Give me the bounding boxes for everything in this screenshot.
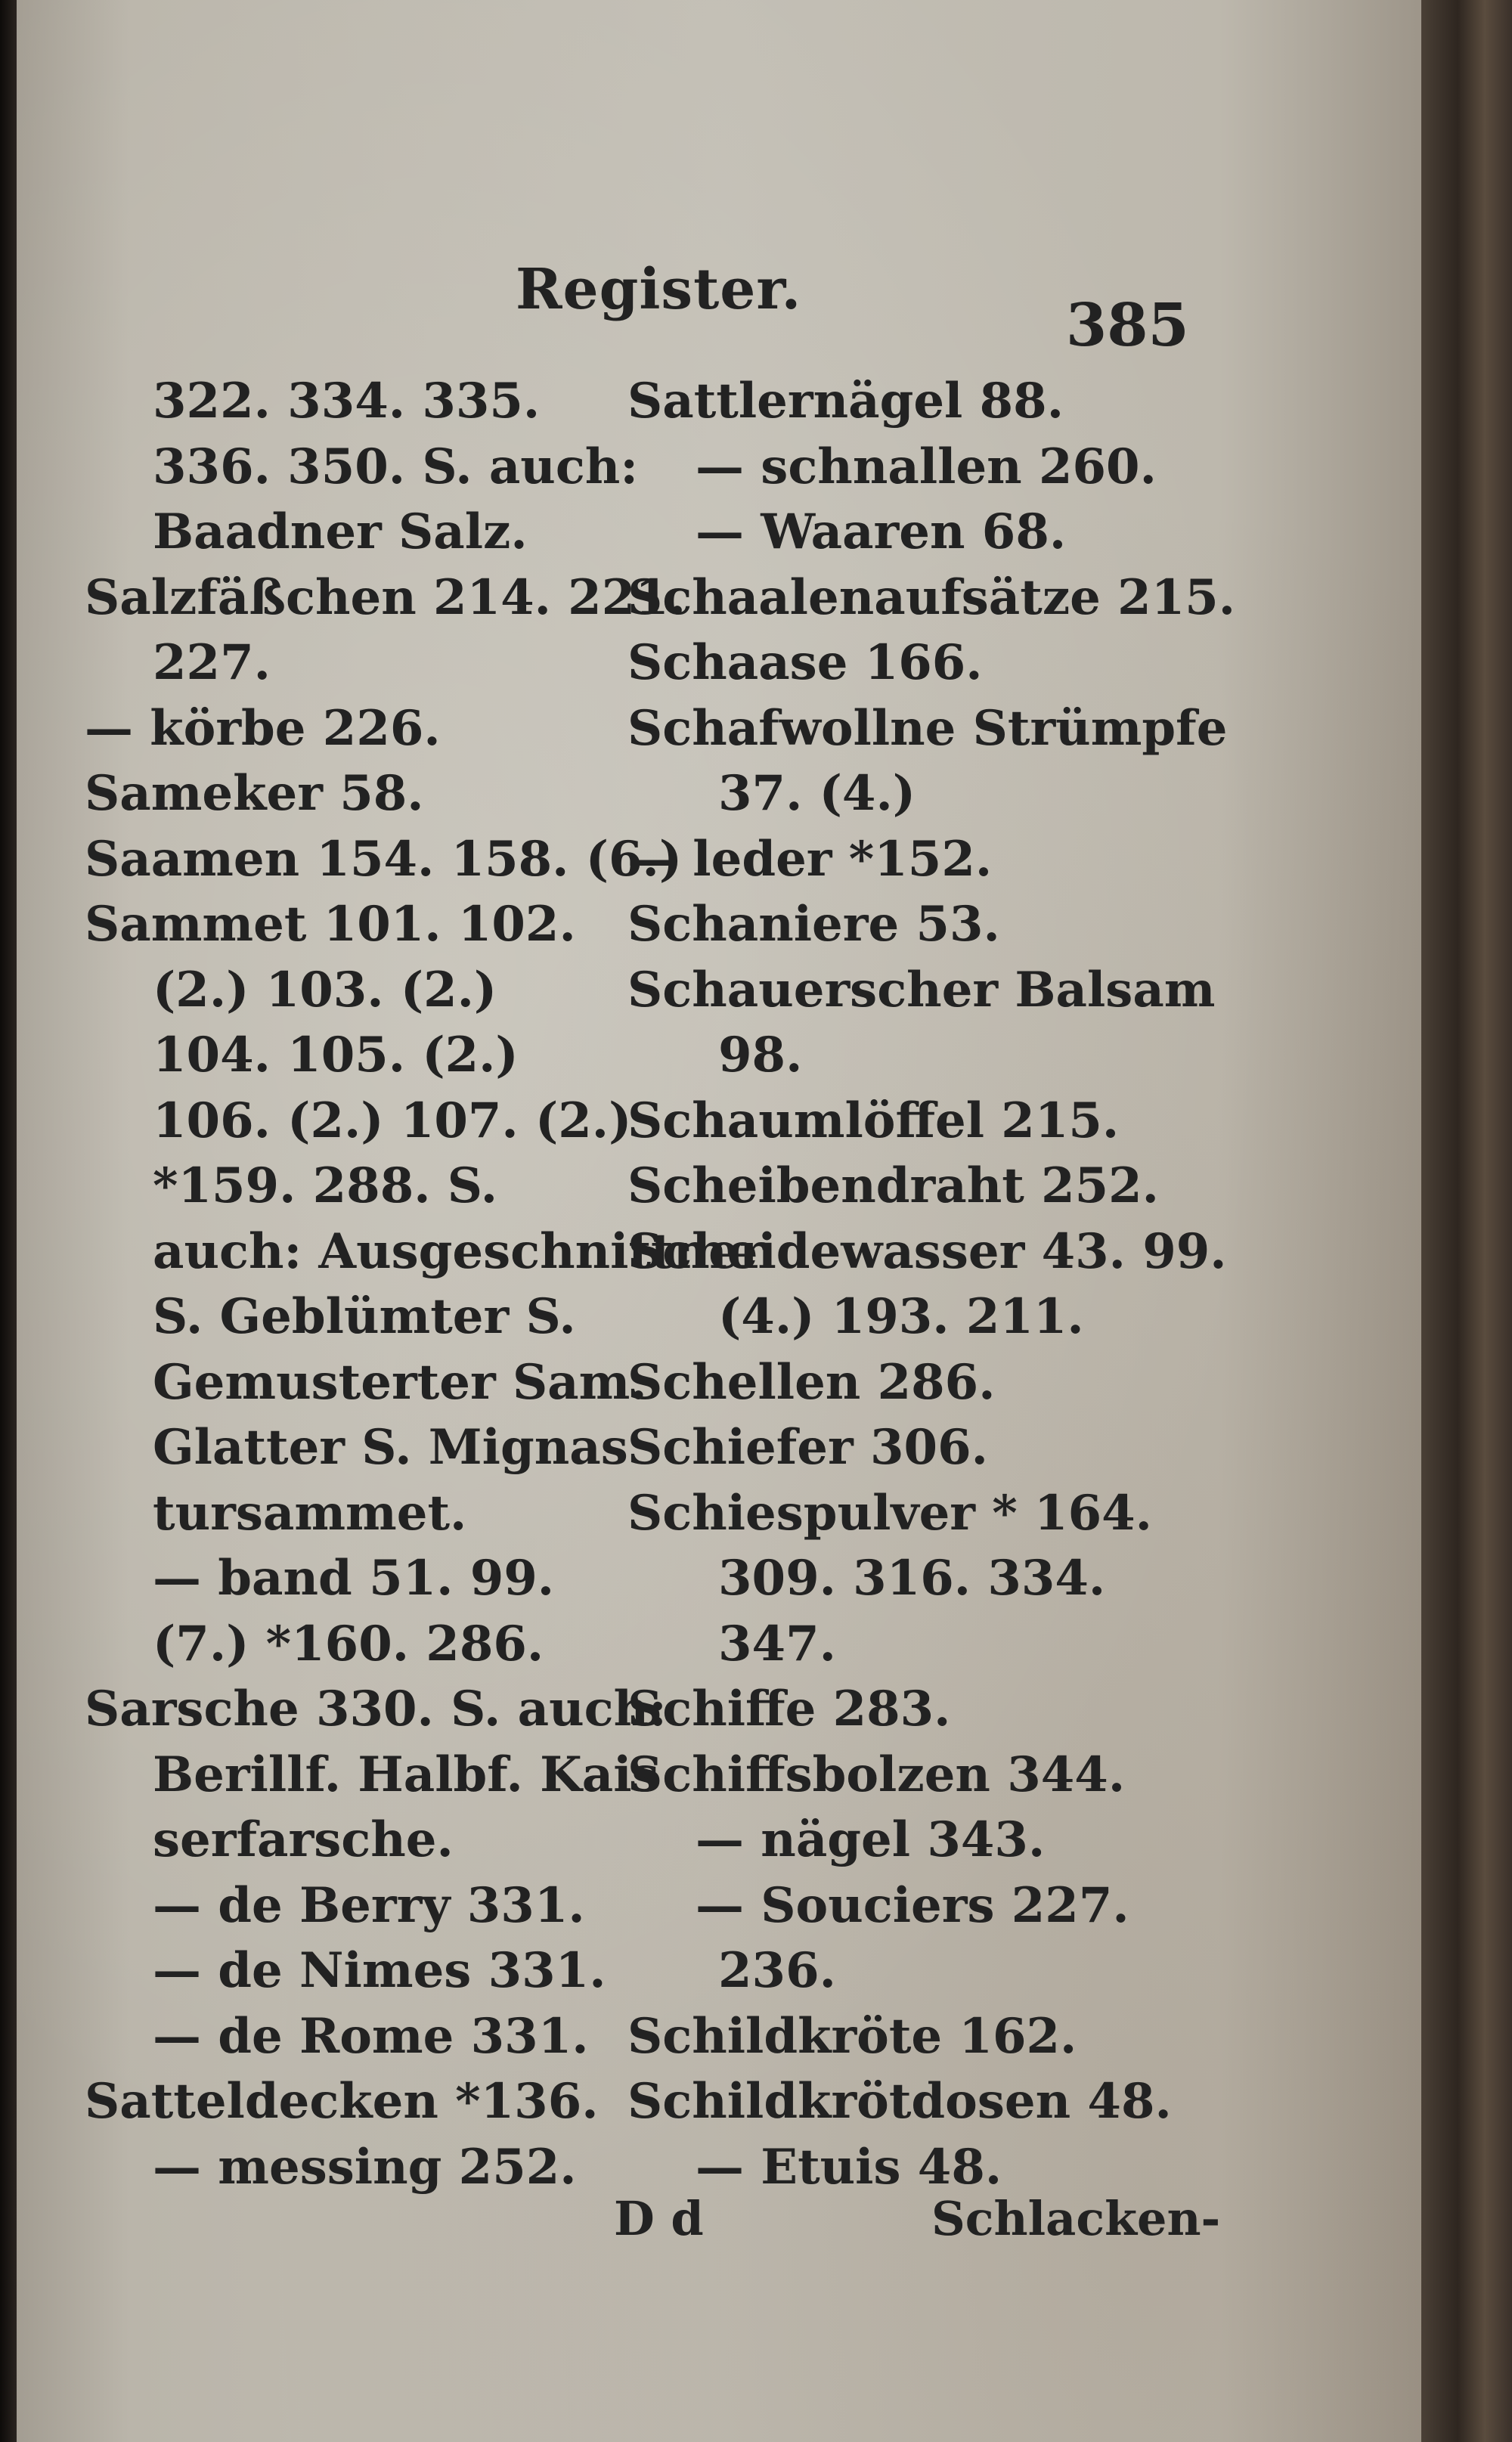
index-entry: *159. 288. S. — [153, 1157, 497, 1214]
index-entry: — band 51. 99. — [153, 1550, 555, 1607]
index-entry: (2.) 103. (2.) — [153, 961, 497, 1018]
index-entry: — körbe 226. — [85, 699, 441, 757]
index-entry: Baadner Salz. — [153, 504, 528, 560]
running-head: Register. — [516, 257, 802, 322]
index-entry: Scheidewasser 43. 99. — [627, 1223, 1227, 1280]
index-entry: 322. 334. 335. — [153, 373, 541, 429]
index-entry: Schauerscher Balsam — [627, 961, 1216, 1018]
index-entry: 336. 350. S. auch: — [153, 438, 638, 495]
index-entry: 227. — [153, 634, 271, 691]
index-entry: 236. — [718, 1942, 836, 1999]
index-entry: — leder *152. — [627, 830, 993, 888]
index-entry: Sattlernägel 88. — [627, 373, 1064, 429]
index-entry: Scheibendraht 252. — [627, 1157, 1159, 1214]
index-entry: Schaase 166. — [627, 634, 983, 691]
index-entry: serfarsche. — [153, 1811, 454, 1868]
index-entry: — Etuis 48. — [696, 2138, 1002, 2196]
page-number: 385 — [1066, 291, 1189, 360]
signature-mark: D d — [614, 2191, 704, 2246]
index-entry: — Souciers 227. — [696, 1876, 1129, 1934]
index-entry: 347. — [718, 1615, 836, 1672]
index-entry: Sammet 101. 102. — [85, 896, 576, 953]
index-entry: Schiffe 283. — [627, 1681, 951, 1737]
index-entry: Sarsche 330. S. auch: — [85, 1681, 667, 1737]
index-entry: Schildkröte 162. — [627, 2007, 1077, 2065]
index-entry: (4.) 193. 211. — [718, 1288, 1084, 1345]
index-entry: S. Geblümter S. — [153, 1288, 576, 1345]
index-entry: Schafwollne Strümpfe — [627, 699, 1228, 757]
index-entry: 37. (4.) — [718, 765, 916, 822]
index-entry: — de Nimes 331. — [153, 1942, 606, 1999]
index-entry: Schiffsbolzen 344. — [627, 1746, 1126, 1803]
index-entry: Schaniere 53. — [627, 896, 1000, 953]
index-entry: Schellen 286. — [627, 1353, 996, 1411]
index-entry: Glatter S. Mignas — [153, 1419, 628, 1476]
index-entry: — schnallen 260. — [696, 438, 1157, 495]
scan-edge-left — [0, 0, 17, 2442]
index-entry: — nägel 343. — [696, 1811, 1046, 1868]
index-entry: 106. (2.) 107. (2.) — [153, 1092, 632, 1149]
index-entry: — Waaren 68. — [696, 504, 1067, 560]
index-entry: Gemusterter Sam. — [153, 1353, 647, 1411]
index-entry: (7.) *160. 286. — [153, 1615, 544, 1672]
index-entry: — de Berry 331. — [153, 1876, 585, 1934]
index-entry: Salzfäßchen 214. 221. — [85, 569, 686, 626]
book-fore-edge — [1421, 0, 1512, 2442]
index-entry: Schaumlöffel 215. — [627, 1092, 1120, 1149]
index-entry: — messing 252. — [153, 2138, 577, 2196]
index-column-right — [627, 369, 1236, 2200]
index-entry: Sameker 58. — [85, 765, 424, 822]
index-entry: Berillf. Halbf. Kais — [153, 1746, 659, 1803]
index-entry: tursammet. — [153, 1484, 467, 1542]
index-entry: 98. — [718, 1027, 803, 1083]
index-entry: Schiespulver * 164. — [627, 1484, 1152, 1542]
index-entry: 104. 105. (2.) — [153, 1027, 519, 1083]
book-page — [17, 0, 1430, 2442]
index-entry: Schaalenaufsätze 215. — [627, 569, 1236, 626]
index-entry: Schiefer 306. — [627, 1419, 988, 1476]
index-entry: Saamen 154. 158. (6.) — [85, 830, 683, 888]
index-entry: — de Rome 331. — [153, 2007, 589, 2065]
index-entry: 309. 316. 334. — [718, 1550, 1106, 1607]
index-entry: auch: Ausgeschnittner — [153, 1223, 765, 1280]
catchword: Schlacken- — [931, 2191, 1221, 2246]
index-entry: Satteldecken *136. — [85, 2073, 599, 2130]
index-entry: Schildkrötdosen 48. — [627, 2073, 1172, 2130]
